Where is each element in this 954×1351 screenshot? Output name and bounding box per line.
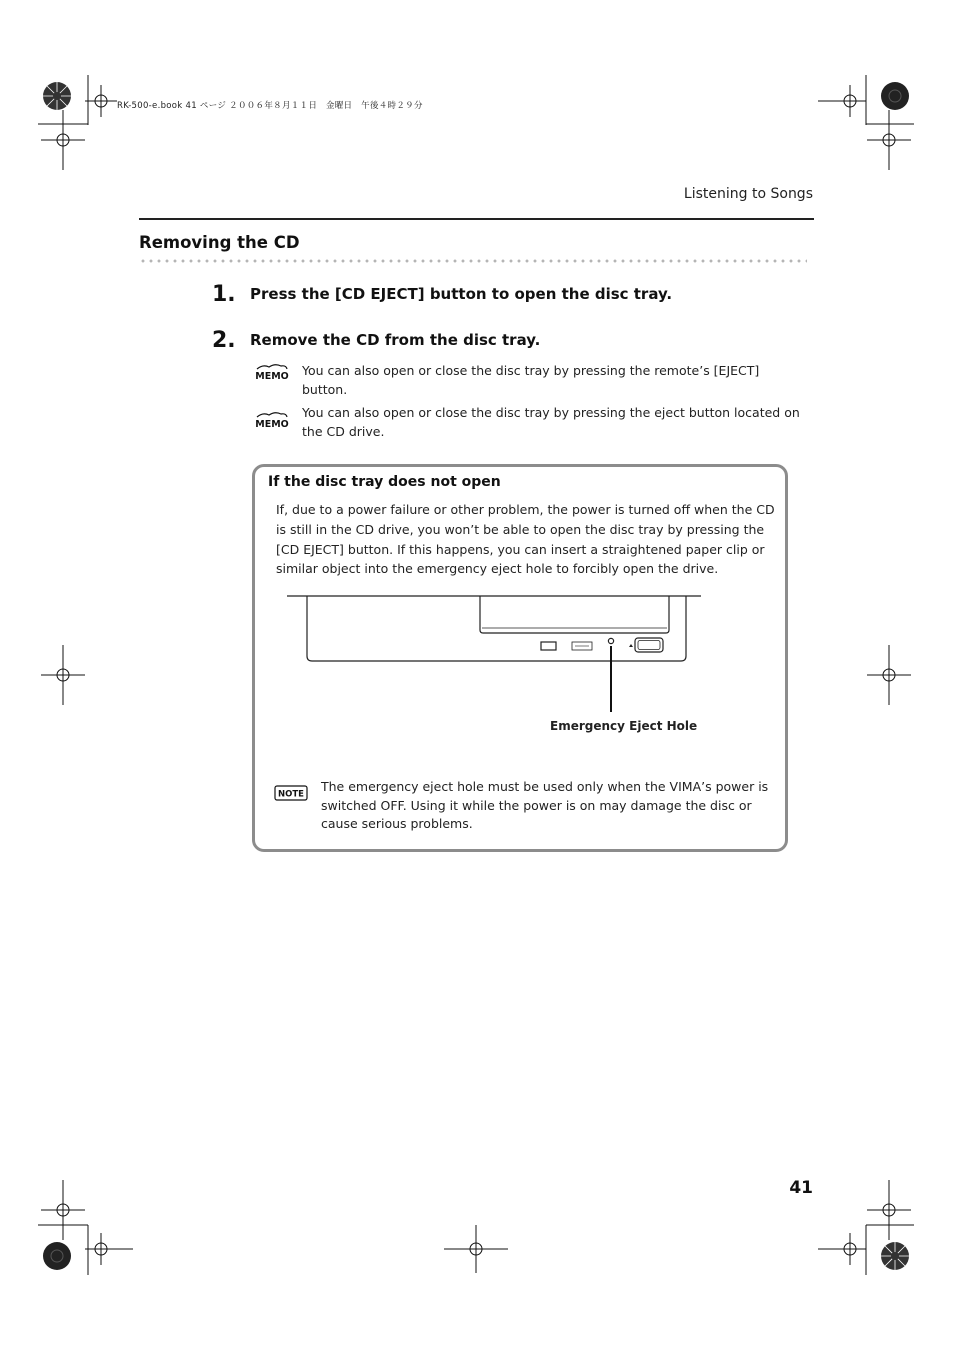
step-1-text: Press the [CD EJECT] button to open the disc tray. (250, 285, 673, 303)
info-box-title: If the disc tray does not open (268, 474, 501, 490)
svg-text:MEMO: MEMO (255, 419, 289, 430)
dotted-divider (139, 258, 807, 264)
emergency-eject-hole-label: Emergency Eject Hole (550, 719, 698, 733)
step-2-number: 2. (212, 328, 236, 353)
svg-text:MEMO: MEMO (255, 371, 289, 382)
note-icon (274, 785, 308, 801)
step-1-number: 1. (212, 282, 236, 307)
memo-icon (255, 411, 289, 431)
info-box-body: If, due to a power failure or other problem, the power is turned off when the CD is still in the CD drive, you won’t be able to open the disc tray by pressing the [CD EJECT] button. If this happens, you can insert a straightened paper clip or similar object into the emergency eject hole to forcibly open the drive. (276, 502, 775, 577)
note-text: The emergency eject hole must be used only when the VIMA’s power is switched OFF. Using it while the power is on may damage the disc or cause serious problems. (321, 779, 769, 832)
memo-text-1: You can also open or close the disc tray by pressing the remote’s [EJECT] button. (302, 363, 760, 397)
section-title: Removing the CD (139, 233, 300, 252)
step-2-text: Remove the CD from the disc tray. (250, 331, 541, 349)
page-number: 41 (789, 1178, 813, 1198)
print-info-line: RK-500-e.book 41 ページ ２００６年８月１１日 金曜日 午後４時２９分 (117, 101, 423, 111)
header-section-title: Listening to Songs (683, 186, 813, 202)
memo-text-2: You can also open or close the disc tray by pressing the eject button located on the CD drive. (302, 405, 800, 439)
header-rule (139, 218, 814, 220)
memo-icon (255, 363, 289, 383)
svg-text:NOTE: NOTE (278, 789, 304, 800)
